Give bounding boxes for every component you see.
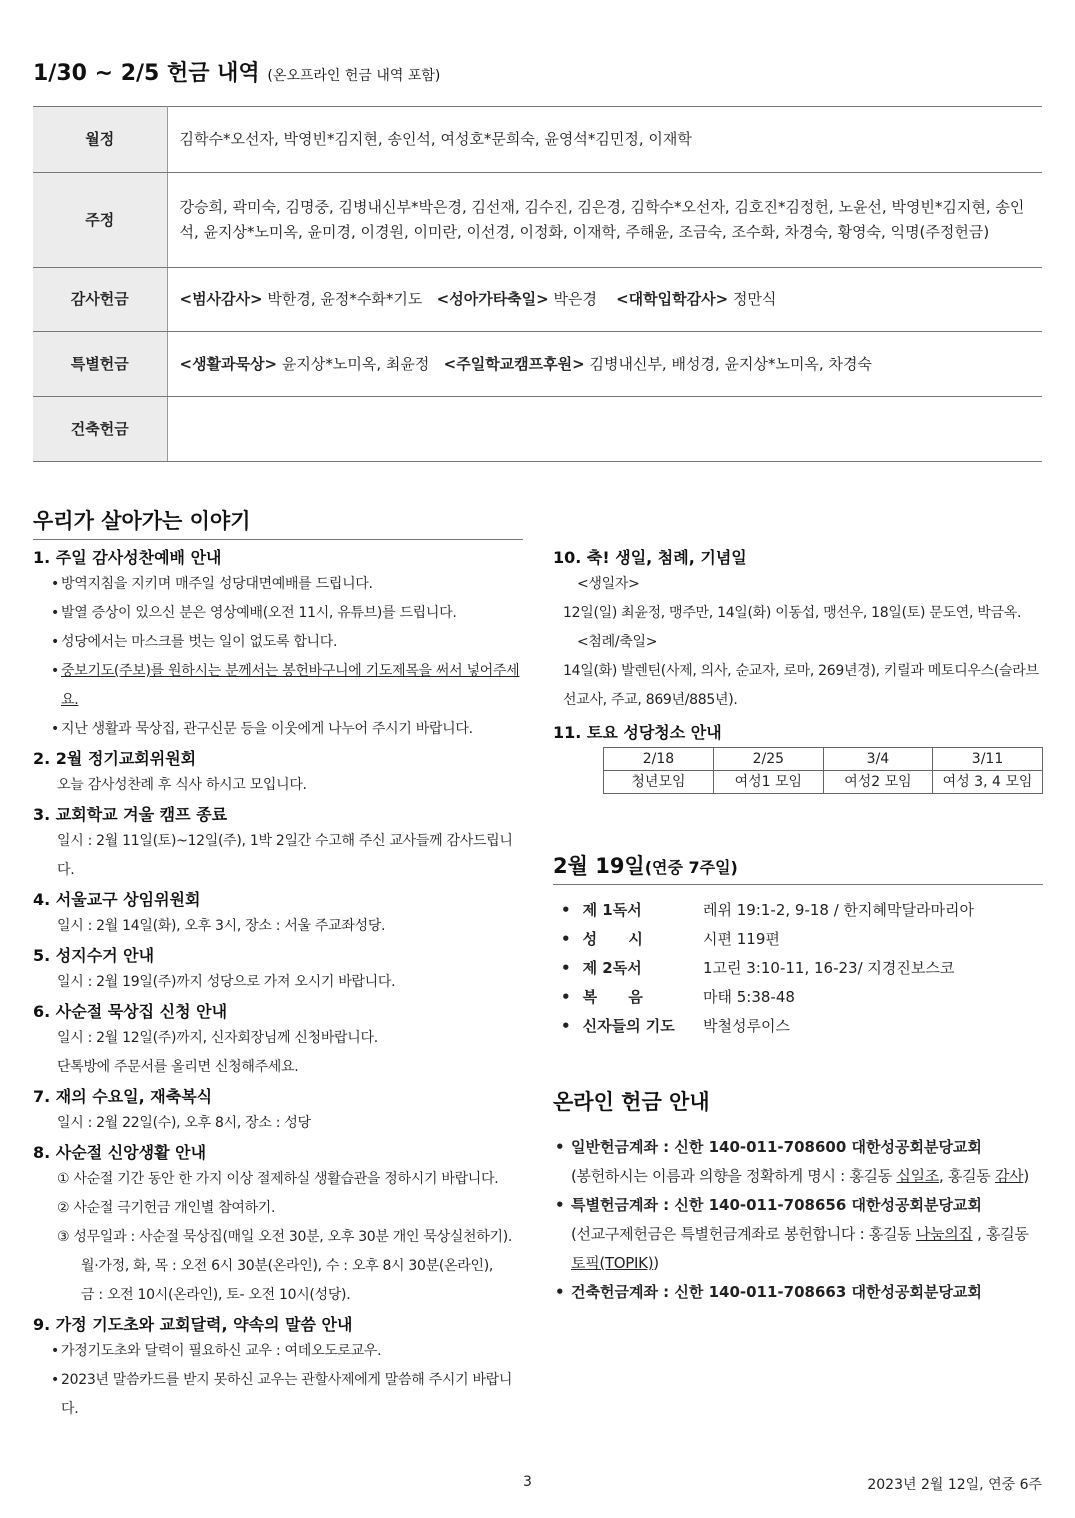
sunday-note: (연중 7주일): [644, 858, 738, 877]
note-text: , 홍길동: [938, 1167, 995, 1185]
row-label: 감사헌금: [33, 268, 167, 332]
row-content: [167, 268, 1042, 332]
online-accounts: [553, 1133, 1048, 1307]
story-heading: 우리가 살아가는 이야기: [33, 505, 523, 540]
item-line: ② 사순절 극기헌금 개인별 참여하기.: [57, 1200, 276, 1216]
row-label: 건축헌금: [33, 397, 167, 462]
right-column: [553, 543, 1043, 794]
reading-row: [553, 925, 1043, 954]
reading-key: • 복 음: [553, 983, 703, 1012]
row-content: [167, 332, 1042, 397]
note-underline: 나눔의집: [915, 1225, 973, 1243]
item-line: 일시 : 2월 19일(주)까지 성당으로 가져 오시기 바랍니다.: [57, 974, 396, 990]
thanks-tag-2: <성아가타축일>: [436, 290, 549, 308]
thanks-tag-1: <범사감사>: [179, 290, 263, 308]
special-names-1: 윤지상*노미옥, 최윤정: [281, 354, 430, 373]
cleaning-date: 3/11: [933, 748, 1043, 771]
cleaning-group: 청년모임: [604, 771, 714, 794]
reading-value: 박철성루이스: [703, 1017, 790, 1035]
cleaning-table: [603, 747, 1043, 794]
account-general-note: [553, 1162, 1048, 1191]
offering-title-note: (온오프라인 헌금 내역 포함): [267, 68, 441, 84]
reading-value: 레위 19:1-2, 9-18 / 한지혜막달라마리아: [703, 901, 974, 919]
reading-key: • 성 시: [553, 925, 703, 954]
item-title: 2. 2월 정기교회위원회: [33, 749, 197, 768]
item-line: 오늘 감사성찬례 후 식사 하시고 모입니다.: [57, 777, 307, 793]
cleaning-dates-row: [604, 748, 1043, 771]
bullet-line: • 지난 생활과 묵상집, 관구신문 등을 이웃에게 나누어 주시기 바랍니다.: [33, 715, 523, 744]
readings-list: [553, 896, 1043, 1041]
birthday-title: 10. 축! 생일, 첨례, 기념일: [553, 548, 747, 567]
item-title: 7. 재의 수요일, 재축복식: [33, 1087, 213, 1106]
account-special-note: [553, 1220, 1048, 1278]
thanks-tag-3: <대학입학감사>: [616, 290, 729, 308]
bullet-line: • 가정기도초와 달력이 필요하신 교우 : 여데오도로교우.: [33, 1337, 523, 1366]
page-number: 3: [523, 1474, 532, 1490]
offering-row-monthly: [33, 107, 1042, 173]
bullet-line: • 방역지침을 지키며 매주일 성당대면예배를 드립니다.: [33, 570, 523, 599]
item-title: 1. 주일 감사성찬예배 안내: [33, 548, 222, 567]
note-text: ): [1023, 1167, 1029, 1185]
row-content: 김학수*오선자, 박영빈*김지현, 송인석, 여성호*문희숙, 윤영석*김민정, 이재학: [167, 107, 1042, 173]
reading-value: 시편 119편: [703, 930, 780, 948]
note-text: (선교구제헌금은 특별헌금계좌로 봉헌합니다 : 홍길동: [571, 1225, 916, 1243]
cleaning-date: 3/4: [823, 748, 932, 771]
note-text: , 홍길동: [972, 1225, 1029, 1243]
special-tag-1: <생활과묵상>: [179, 354, 278, 373]
item-title: 5. 성지수거 안내: [33, 946, 155, 965]
row-content: 강승희, 곽미숙, 김명중, 김병내신부*박은경, 김선재, 김수진, 김은경, 김학수*오선자, 김호진*김정헌, 노윤선, 박영빈*김지현, 송인석, 윤지상*노미옥, 윤미경, 이경원, 이미란, 이선경, 이정화, 이재학, 주해윤, 조금숙, 조수화, 차경숙, 황영숙, 익명(주정헌금): [167, 173, 1042, 268]
cleaning-group: 여성1 모임: [713, 771, 823, 794]
birthday-line: <생일자>: [577, 576, 640, 592]
offering-title: [33, 56, 440, 87]
account-general: • 일반헌금계좌 : 신한 140-011-708600 대한성공회분당교회: [553, 1133, 1048, 1162]
item-line: 일시 : 2월 14일(화), 오후 3시, 장소 : 서울 주교좌성당.: [57, 918, 386, 934]
reading-key: • 제 1독서: [553, 896, 703, 925]
special-names-2: 김병내신부, 배성경, 윤지상*노미옥, 차경숙: [589, 354, 872, 373]
birthday-line: 12일(일) 최윤정, 맹주만, 14일(화) 이동섭, 맹선우, 18일(토) 문도연, 박금옥.: [563, 605, 1022, 621]
item-title: 8. 사순절 신앙생활 안내: [33, 1143, 207, 1162]
reading-value: 1고린 3:10-11, 16-23/ 지경진보스코: [703, 959, 955, 977]
row-label: 월정: [33, 107, 167, 173]
cleaning-title: 11. 토요 성당청소 안내: [553, 723, 722, 742]
item-title: 4. 서울교구 상임위원회: [33, 890, 201, 909]
item-line: 일시 : 2월 22일(수), 오후 8시, 장소 : 성당: [57, 1115, 311, 1131]
note-underline: 토픽(TOPIK): [571, 1254, 654, 1272]
account-special: • 특별헌금계좌 : 신한 140-011-708656 대한성공회분당교회: [553, 1191, 1048, 1220]
offering-row-special: [33, 332, 1042, 397]
bullet-line: • 2023년 말씀카드를 받지 못하신 교우는 관할사제에게 말씀해 주시기 바랍니다.: [33, 1366, 523, 1424]
bullet-line: [33, 657, 523, 715]
item-title: 3. 교회학교 겨울 캠프 종료: [33, 805, 228, 824]
item-line: ① 사순절 기간 동안 한 가지 이상 절제하실 생활습관을 정하시기 바랍니다.: [57, 1171, 499, 1187]
thanks-names-3: 정만식: [732, 290, 777, 308]
cleaning-groups-row: [604, 771, 1043, 794]
row-label: 주정: [33, 173, 167, 268]
cleaning-date: 2/25: [713, 748, 823, 771]
item-subline: 금 : 오전 10시(온라인), 토- 오전 10시(성당).: [81, 1287, 351, 1303]
row-content: [167, 397, 1042, 462]
cleaning-group: 여성 3, 4 모임: [933, 771, 1043, 794]
birthday-line: <첨례/축일>: [577, 634, 658, 650]
thanks-names-2: 박은경: [553, 290, 597, 308]
cleaning-date: 2/18: [604, 748, 714, 771]
reading-key: • 신자들의 기도: [553, 1012, 703, 1041]
bullet-line: • 발열 증상이 있으신 분은 영상예배(오전 11시, 유튜브)를 드립니다.: [33, 599, 523, 628]
offering-table: [33, 106, 1042, 462]
reading-value: 마태 5:38-48: [703, 988, 795, 1006]
footer-date: 2023년 2월 12일, 연중 6주: [867, 1477, 1042, 1493]
thanks-names-1: 박한경, 윤정*수화*기도: [267, 290, 423, 308]
sunday-heading: [553, 850, 1043, 885]
item-line: 일시 : 2월 12일(주)까지, 신자회장님께 신청바랍니다.: [57, 1030, 378, 1046]
bullet-line: • 성당에서는 마스크를 벗는 일이 없도록 합니다.: [33, 628, 523, 657]
item-line: 단톡방에 주문서를 올리면 신청해주세요.: [57, 1059, 299, 1075]
reading-row: [553, 896, 1043, 925]
item-subline: 월·가정, 화, 목 : 오전 6시 30분(온라인), 수 : 오후 8시 30분(온라인),: [81, 1258, 494, 1274]
reading-row: [553, 954, 1043, 983]
offering-title-text: 1/30 ~ 2/5 헌금 내역: [33, 61, 260, 86]
account-building: • 건축헌금계좌 : 신한 140-011-708663 대한성공회분당교회: [553, 1278, 1048, 1307]
reading-row: [553, 983, 1043, 1012]
item-title: 9. 가정 기도초와 교회달력, 약속의 말씀 안내: [33, 1315, 353, 1334]
item-line: 일시 : 2월 11일(토)~12일(주), 1박 2일간 수고해 주신 교사들께 감사드립니다.: [57, 833, 513, 878]
offering-row-building: [33, 397, 1042, 462]
birthday-line: 14일(화) 발렌틴(사제, 의사, 순교자, 로마, 269년경), 키릴과 메토디우스(슬라브 선교사, 주교, 869년/885년).: [563, 663, 1039, 708]
note-underline: 십일조: [896, 1167, 939, 1185]
online-heading: 온라인 헌금 안내: [553, 1090, 710, 1114]
note-underline: 감사: [994, 1167, 1024, 1185]
offering-row-weekly: [33, 173, 1042, 268]
note-text: (봉헌하시는 이름과 의향을 정확하게 명시 : 홍길동: [571, 1167, 897, 1185]
item-line: ③ 성무일과 : 사순절 묵상집(매일 오전 30분, 오후 30분 개인 묵상실천하기).: [57, 1229, 513, 1245]
note-text: ): [653, 1254, 659, 1272]
row-label: 특별헌금: [33, 332, 167, 397]
cleaning-group: 여성2 모임: [823, 771, 932, 794]
story-list: [33, 543, 523, 1424]
reading-key: • 제 2독서: [553, 954, 703, 983]
offering-row-thanks: [33, 268, 1042, 332]
reading-row: [553, 1012, 1043, 1041]
special-tag-2: <주일학교캠프후원>: [443, 354, 585, 373]
sunday-date: 2월 19일: [553, 854, 645, 878]
item-title: 6. 사순절 묵상집 신청 안내: [33, 1002, 228, 1021]
underlined-text: 중보기도(주보)를 원하시는 분께서는 봉헌바구니에 기도제목을 써서 넣어주세요.: [61, 663, 520, 708]
